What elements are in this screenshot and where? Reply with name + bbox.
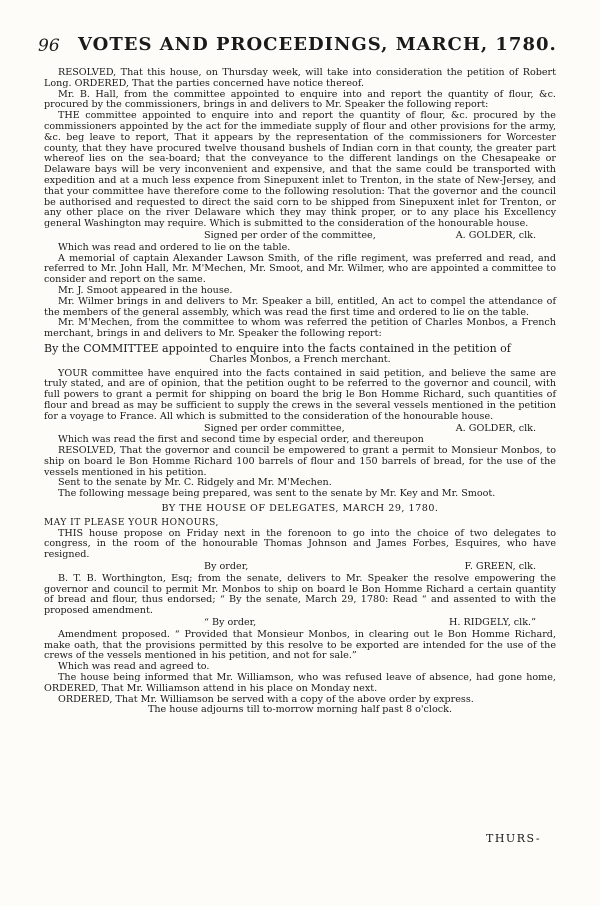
paragraph: Mr. Wilmer brings in and delivers to Mr. Speaker a bill, entitled, An act to compel the attendance of the members of the general assembly, which was read the first time and ordered to lie on the table. [44, 295, 556, 318]
signature-line: “ By order, H. RIDGELY, clk.” [204, 617, 536, 629]
paragraph: RESOLVED, That this house, on Thursday week, will take into consideration the petition of Robert Long. ORDERED, That the parties concerned have notice thereof. [44, 67, 556, 89]
message-paragraph: THIS house propose on Friday next in the forenoon to go into the choice of two delegates to congress, in the room of the honourable Thomas Johnson and James Forbes, Esquires, who have resigned. [44, 527, 556, 561]
paragraph: Mr. J. Smoot appeared in the house. [58, 284, 233, 296]
paragraph: RESOLVED, That the governor and council be empowered to grant a permit to Monsieur Monbos, to ship on board le Bon Homme Richard 100 barrels of flour and 150 barrels of bread, for the use of the vessels mentioned in his petition. [44, 445, 556, 478]
house-heading: BY THE HOUSE OF DELEGATES, MARCH 29, 1780. [161, 503, 439, 515]
paragraph: The following message being prepared, was sent to the senate by Mr. Key and Mr. Smoot. [58, 488, 496, 500]
committee-heading: By the COMMITTEE appointed to enquire into the facts contained in the petition of [44, 341, 511, 355]
report-paragraph: YOUR committee have enquired into the facts contained in said petition, and believe the same are truly stated, and are of opinion, that the petition ought to be referred to the governor and council, with full powers to grant a permit for shipping on board the brig le Bon Homme Richard, such quantities of flour and bread as may be sufficient to supply the crews in the several vessels mentioned in the petition for a voyage to France. All which is submitted to the consideration of the honourable house. [44, 367, 556, 422]
paragraph: Which was read the first and second time by especial order, and thereupon [58, 434, 424, 446]
address-line: MAY IT PLEASE YOUR HONOURS, [44, 517, 219, 528]
paragraph: A memorial of captain Alexander Lawson Smith, of the rifle regiment, was preferred and read, and referred to Mr. John Hall, Mr. M'Mechen, Mr. Smoot, and Mr. Wilmer, who are appointed a committee to consider and report on the same. [44, 252, 556, 286]
catchword: THURS- [486, 832, 542, 845]
adjournment-line: The house adjourns till to-morrow morning half past 8 o'clock. [147, 704, 453, 716]
page-title: VOTES AND PROCEEDINGS, MARCH, 1780. [78, 34, 557, 55]
paragraph: Amendment proposed. “ Provided that Monsieur Monbos, in clearing out le Bon Homme Richard, make oath, that the provisions permitted by this resolve to be exported are intended for the use of the crews of the vessels mentioned in his petition, and not for sale.” [44, 628, 556, 662]
paragraph: Which was read and ordered to lie on the table. [58, 241, 291, 253]
paragraph: Mr. B. Hall, from the committee appointed to enquire into and report the quantity of flour, &c. procured by the commissioners, brings in and delivers to Mr. Speaker the following report: [44, 88, 556, 111]
page-number: 96 [38, 36, 60, 56]
signature-line: By order, F. GREEN, clk. [204, 561, 536, 573]
paragraph: The house being informed that Mr. Williamson, who was refused leave of absence, had gone home, ORDERED, That Mr. Williamson attend in his place on Monday next. [44, 672, 556, 694]
paragraph: Mr. M'Mechen, from the committee to whom was referred the petition of Charles Monbos, a French merchant, brings in and delivers to Mr. Speaker the following report: [44, 317, 556, 340]
paragraph: ORDERED, That Mr. Williamson be served with a copy of the above order by express. [58, 693, 474, 705]
signature-line: Signed per order of the committee, A. GOLDER, clk. [204, 229, 536, 241]
paragraph: Which was read and agreed to. [58, 661, 210, 673]
page-header [38, 34, 558, 60]
paragraph: B. T. B. Worthington, Esq; from the senate, delivers to Mr. Speaker the resolve empowering the governor and council to permit Mr. Monbos to ship on board le Bon Homme Richard a certain quantity of bread and flour, thus endorsed; “ By the senate, March 29, 1780: Read “ and assented to with the proposed amendment. [44, 572, 556, 617]
paragraph: Sent to the senate by Mr. C. Ridgely and Mr. M'Mechen. [58, 477, 332, 489]
document-body [44, 68, 556, 716]
report-paragraph: THE committee appointed to enquire into and report the quantity of flour, &c. procured by the commissioners appointed by the act for the immediate supply of flour and other provisions for the army, &c. beg leave to report, That it appears by the representation of the commissioners for Worcester county, that they have procured twelve thousand bushels of Indian corn in that county, the greater part whereof lies on the sea-board; that the conveyance to the different landings on the Chesapeake or Delaware bays will be very inconvenient and expensive, and that the same could be transported with expedition and at a much less expence from Sinepuxent inlet to Trenton, in the state of New-Jersey, and that your committee have therefore come to the following resolution: That the governor and the council be authorised and requested to direct the said corn to be shipped from Sinepuxent inlet for Trenton, or any other place on the river Delaware which they may think proper, or to any place his Excellency general Washington may require. Which is submitted to the consideration of the honourable house. [44, 110, 556, 230]
committee-subheading: Charles Monbos, a French merchant. [209, 353, 391, 365]
signature-line: Signed per order committee, A. GOLDER, clk. [204, 422, 536, 434]
